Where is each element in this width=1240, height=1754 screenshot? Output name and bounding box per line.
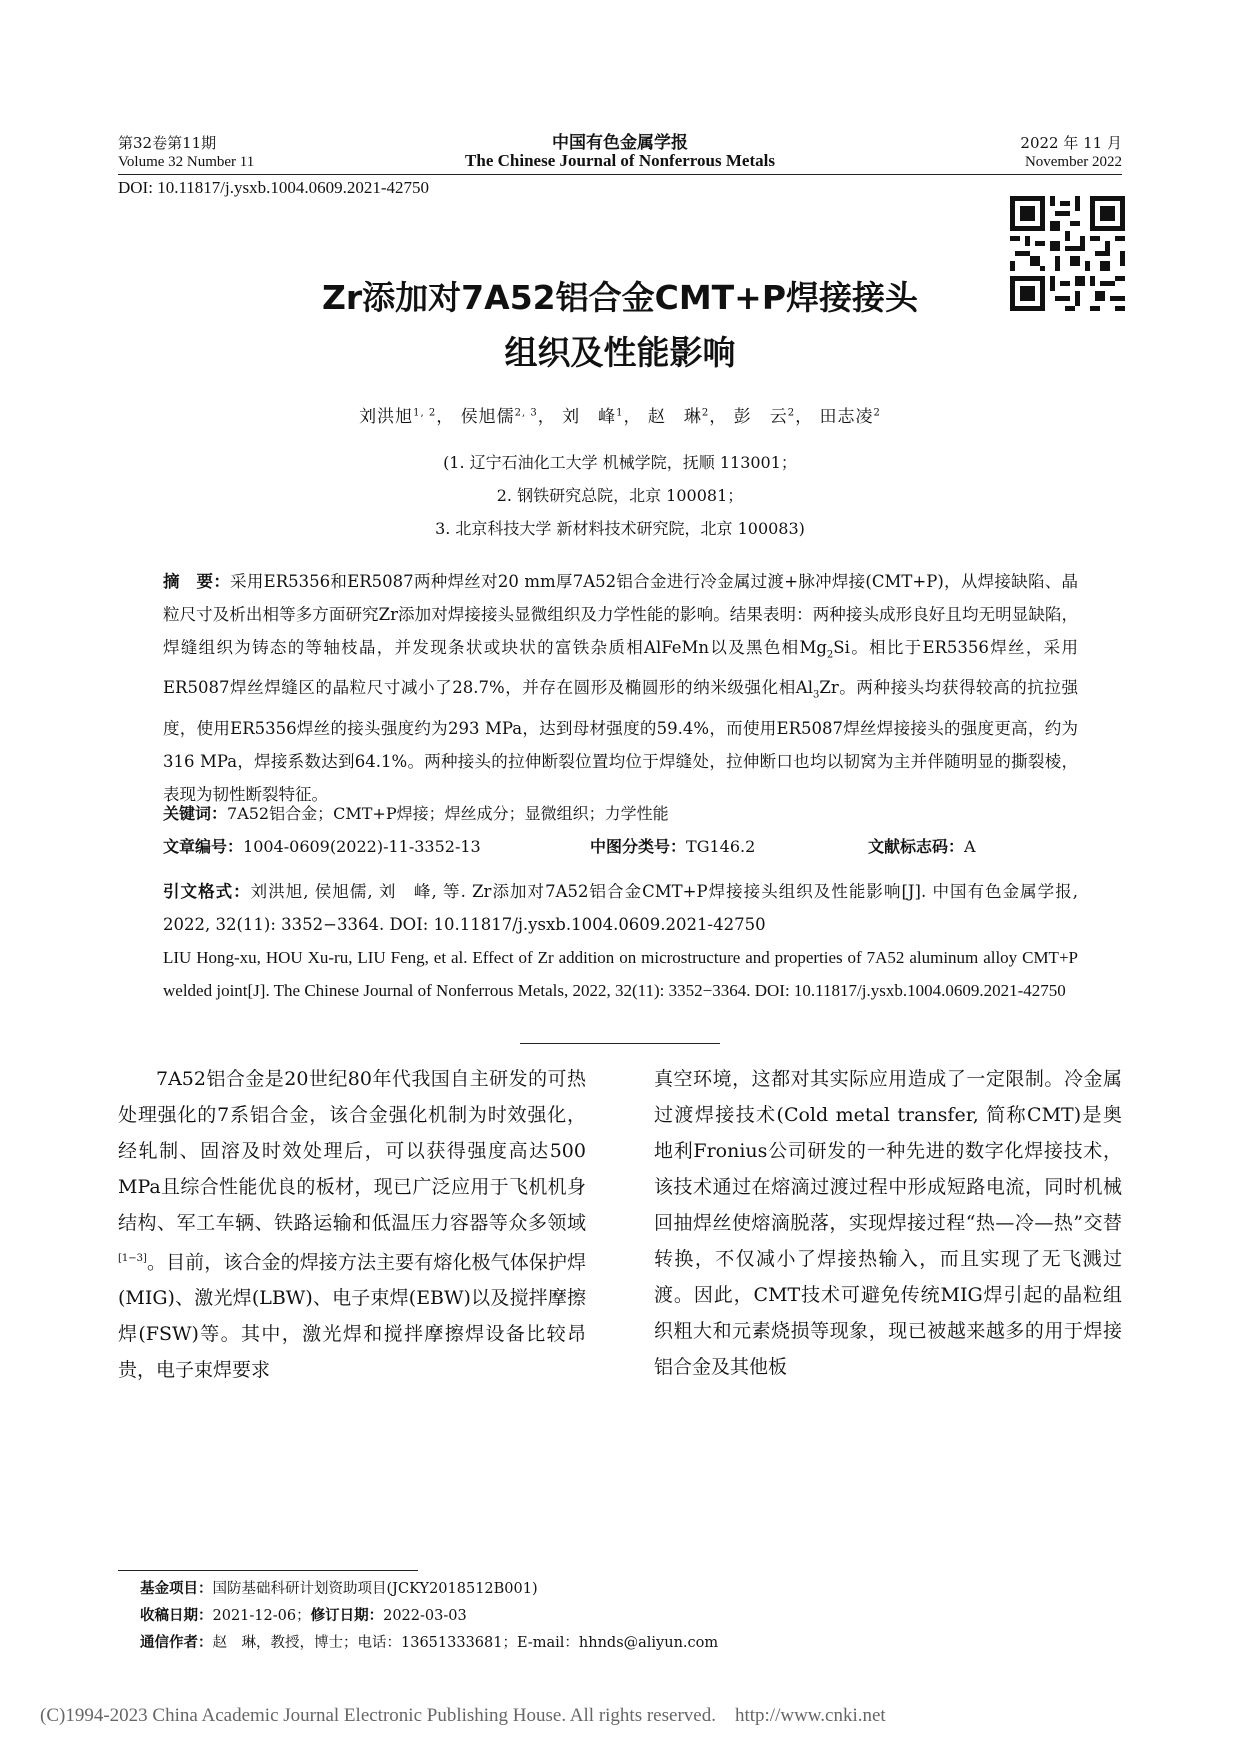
abstract: 摘 要：采用ER5356和ER5087两种焊丝对20 mm厚7A52铝合金进行冷金属过渡+脉冲焊接(CMT+P)，从焊接缺陷、晶粒尺寸及析出相等多方面研究Zr添加对焊接接头显微组织及力学性能的影响。结果表明：两种接头成形良好且均无明显缺陷，焊缝组织为铸态的等轴枝晶，并发现条状或块状的富铁杂质相AlFeMn以及黑色相$Mg_2Si$。相比于ER5356焊丝，采用ER5087焊丝焊缝区的晶粒尺寸减小了28.7%，并存在圆形及椭圆形的纳米级强化相$Al_3Zr$。两种接头均获得较高的抗拉强度，使用ER5356焊丝的接头强度约为293 MPa，达到母材强度的59.4%，而使用ER5087焊丝焊接接头的强度更高，约为316 MPa，焊接系数达到64.1%。两种接头的拉伸断裂位置均位于焊缝处，拉伸断口也均以韧窝为主并伴随明显的撕裂棱，表现为韧性断裂特征。 xyxy=(163,572,1079,804)
journal-name-en: The Chinese Journal of Nonferrous Metals xyxy=(465,151,775,170)
author: 刘 峰$^1$ xyxy=(562,407,624,427)
corresponding-author: 通信作者：赵 琳，教授，博士；电话：13651333681；E-mail：hhnds@aliyun.com xyxy=(140,1635,719,1651)
fund-note: 基金项目：国防基础科研计划资助项目(JCKY2018512B001) xyxy=(140,1581,538,1597)
affiliation: 2. 钢铁研究总院，北京 100081； xyxy=(496,486,744,505)
author: 田志凌$^2$ xyxy=(819,407,881,427)
body-column-right: 真空环境，这都对其实际应用造成了一定限制。冷金属过渡焊接技术(Cold metal transfer, 简称CMT)是奥地利Fronius公司研发的一种先进的数字化焊接技术，该技术通过在熔滴过渡过程中形成短路电流，同时机械回抽焊丝使熔滴脱落，实现焊接过程“热—冷—热”交替转换，不仅减小了焊接热输入，而且实现了无飞溅过渡。因此，CMT技术可避免传统MIG焊引起的晶粒组织粗大和元素烧损等现象，现已被越来越多的用于焊接铝合金及其他板 xyxy=(654,1068,1122,1378)
volume-cn: 第32卷第11期 xyxy=(118,134,217,152)
keywords: 关键词：7A52铝合金；CMT+P焊接；焊丝成分；显微组织；力学性能 xyxy=(163,804,669,823)
abstract-label: 摘 要： xyxy=(163,572,231,591)
body-column-left: 7A52铝合金是20世纪80年代我国自主研发的可热处理强化的7系铝合金，该合金强化机制为时效强化，经轧制、固溶及时效处理后，可以获得强度高达500 MPa且综合性能优良的板材，现已广泛应用于飞机机身结构、军工车辆、铁路运输和低温压力容器等众多领域[1−3]。目前，该合金的焊接方法主要有熔化极气体保护焊(MIG)、激光焊(LBW)、电子束焊(EBW)以及搅拌摩擦焊(FSW)等。其中，激光焊和搅拌摩擦焊设备比较昂贵，电子束焊要求 xyxy=(118,1068,586,1382)
author: 刘洪旭$^{1, 2}$ xyxy=(359,407,437,427)
footnote-rule xyxy=(118,1570,418,1571)
doi: DOI: 10.11817/j.ysxb.1004.0609.2021-42750 xyxy=(118,178,430,197)
paper-title-line-1: Zr添加对7A52铝合金CMT+P焊接接头 xyxy=(321,278,919,317)
paper-title-line-2: 组织及性能影响 xyxy=(504,333,736,372)
copyright-notice: (C)1994-2023 China Academic Journal Electronic Publishing House. All rights reserved. http://www.cnki.net xyxy=(40,1705,886,1726)
article-number: 文章编号：1004-0609(2022)-11-3352-13 xyxy=(163,837,481,856)
journal-name-cn: 中国有色金属学报 xyxy=(552,133,688,153)
section-divider xyxy=(520,1043,720,1044)
received-dates: 收稿日期：2021-12-06；修订日期：2022-03-03 xyxy=(140,1608,467,1624)
affiliation: 3. 北京科技大学 新材料技术研究院，北京 100083) xyxy=(435,519,805,538)
clc-number: 中图分类号：TG146.2 xyxy=(590,837,756,856)
document-code: 文献标志码：A xyxy=(868,837,976,856)
affiliation-list xyxy=(0,446,1240,545)
issue-date-en: November 2022 xyxy=(1024,154,1122,170)
header-rule xyxy=(118,174,1122,175)
author-list: 刘洪旭$^{1, 2}$， 侯旭儒$^{2, 3}$， 刘 峰$^1$， 赵 琳$^2$， 彭 云$^2$， 田志凌$^2$ xyxy=(359,407,881,427)
citation-cn: 引文格式：刘洪旭, 侯旭儒, 刘 峰, 等. Zr添加对7A52铝合金CMT+P焊接接头组织及性能影响[J]. 中国有色金属学报, 2022, 32(11): 3352−3364. DOI: 10.11817/j.ysxb.1004.0609.2021-42750 xyxy=(163,882,1078,934)
author: 赵 琳$^2$ xyxy=(647,407,710,427)
author: 彭 云$^2$ xyxy=(733,407,796,427)
citation-en: LIU Hong-xu, HOU Xu-ru, LIU Feng, et al. Effect of Zr addition on microstructure and properties of 7A52 aluminum alloy CMT+P welded joint[J]. The Chinese Journal of Nonferrous Metals, 2022, 32(11): 3352−3364. DOI: 10.11817/j.ysxb.1004.0609.2021-42750 xyxy=(163,948,1078,1000)
volume-en: Volume 32 Number 11 xyxy=(118,154,255,170)
author: 侯旭儒$^{2, 3}$ xyxy=(460,407,538,427)
issue-date-cn: 2022 年 11 月 xyxy=(1020,134,1122,152)
affiliation: (1. 辽宁石油化工大学 机械学院，抚顺 113001； xyxy=(443,453,797,472)
